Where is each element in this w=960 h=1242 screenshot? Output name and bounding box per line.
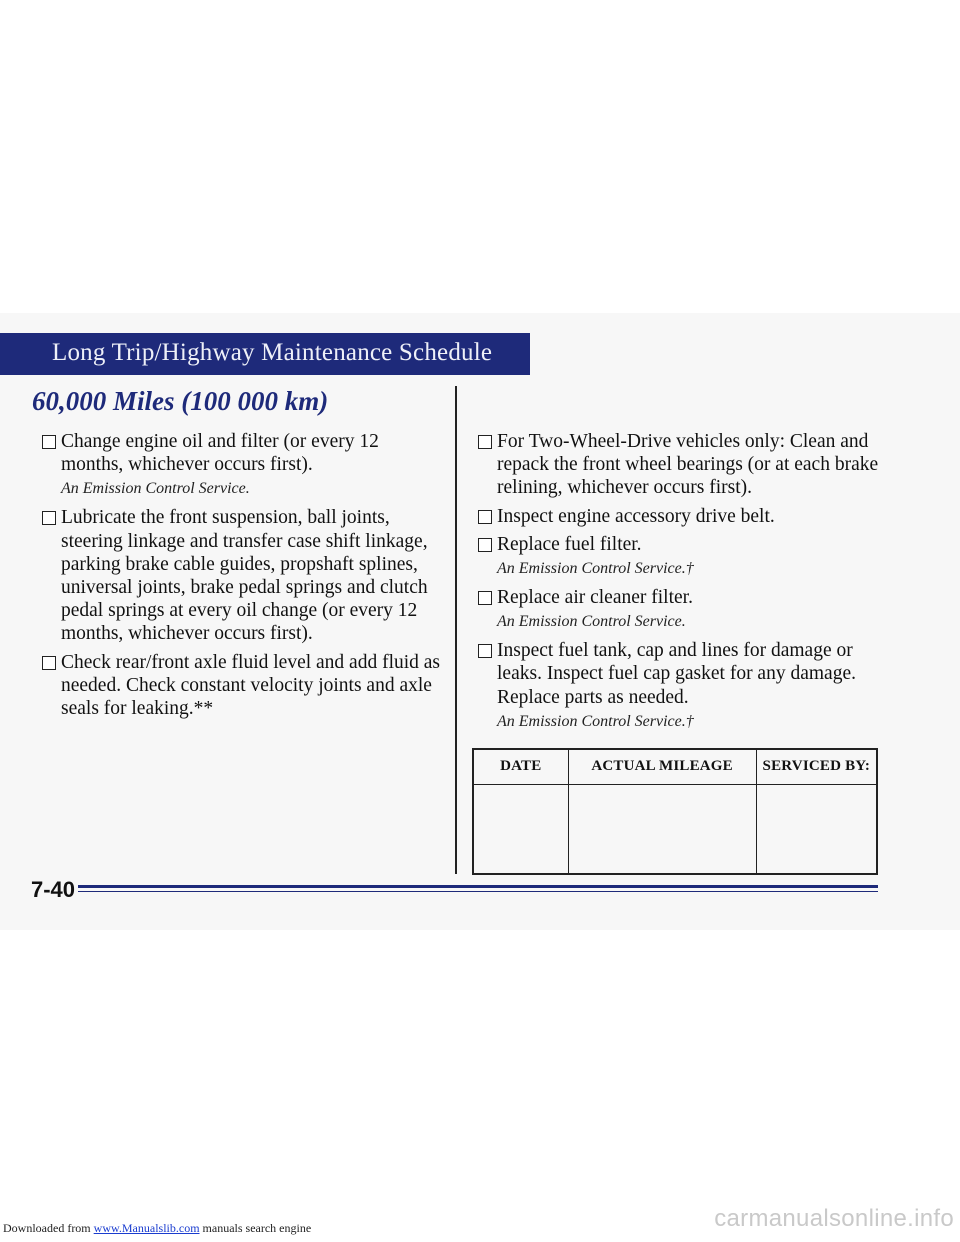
- table-row: [473, 784, 877, 874]
- table-header-row: [473, 749, 877, 784]
- footer-prefix: Downloaded from: [3, 1221, 94, 1235]
- checklist-item: [478, 586, 898, 609]
- item-note: An Emission Control Service.: [61, 480, 250, 498]
- column-divider: [455, 386, 457, 874]
- checklist-item: [42, 430, 442, 476]
- item-text: Lubricate the front suspension, ball joints, steering linkage and transfer case shift linkage, parking brake cable guides, propshaft splines, universal joints, brake pedal springs and clutch pedal springs at every oil change (or every 12 months, whichever occurs first).: [61, 507, 428, 645]
- checkbox-icon[interactable]: [478, 538, 492, 552]
- checklist-item: [478, 533, 898, 556]
- item-note: An Emission Control Service.: [497, 613, 686, 631]
- right-column: [478, 430, 898, 739]
- item-text: Inspect engine accessory drive belt.: [497, 505, 775, 527]
- page-number: 7-40: [31, 877, 76, 902]
- checkbox-icon[interactable]: [478, 510, 492, 524]
- date-cell[interactable]: [473, 784, 568, 874]
- checklist-item: [478, 639, 898, 709]
- item-text: For Two-Wheel-Drive vehicles only: Clean and repack the front wheel bearings (or at each brake relining, whichever occurs first).: [497, 431, 879, 499]
- checkbox-icon[interactable]: [478, 435, 492, 449]
- item-note: An Emission Control Service.†: [497, 712, 694, 730]
- watermark: carmanualsonline.info: [714, 1205, 954, 1232]
- service-record-table: [472, 748, 878, 875]
- download-footer: [3, 1221, 311, 1236]
- serviced-by-column-header: SERVICED BY:: [756, 749, 877, 784]
- item-text: Replace fuel filter.: [497, 533, 642, 555]
- checkbox-icon[interactable]: [478, 644, 492, 658]
- item-note: An Emission Control Service.†: [497, 560, 694, 578]
- checklist-item: [478, 505, 898, 528]
- footer-rule-thin: [78, 891, 878, 892]
- checkbox-icon[interactable]: [478, 591, 492, 605]
- checkbox-icon[interactable]: [42, 656, 56, 670]
- page-header-title: Long Trip/Highway Maintenance Schedule: [52, 339, 493, 366]
- manualslib-link[interactable]: www.Manualslib.com: [93, 1221, 200, 1235]
- mileage-column-header: ACTUAL MILEAGE: [568, 749, 756, 784]
- item-text: Inspect fuel tank, cap and lines for damage or leaks. Inspect fuel cap gasket for any damage. Replace parts as needed.: [497, 640, 856, 708]
- checkbox-icon[interactable]: [42, 435, 56, 449]
- checklist-item: [478, 430, 898, 500]
- item-text: Replace air cleaner filter.: [497, 587, 693, 609]
- footer-suffix: manuals search engine: [199, 1221, 312, 1235]
- left-column: [42, 430, 442, 725]
- mileage-cell[interactable]: [568, 784, 756, 874]
- footer-rule: [78, 885, 878, 888]
- checkbox-icon[interactable]: [42, 511, 56, 525]
- item-text: Check rear/front axle fluid level and add fluid as needed. Check constant velocity joints and axle seals for leaking.**: [61, 651, 441, 720]
- item-text: Change engine oil and filter (or every 12 months, whichever occurs first).: [61, 431, 379, 476]
- serviced-by-cell[interactable]: [756, 784, 877, 874]
- checklist-item: [42, 506, 442, 645]
- section-title: 60,000 Miles (100 000 km): [32, 386, 329, 416]
- checklist-item: [42, 651, 442, 721]
- date-column-header: DATE: [473, 749, 568, 784]
